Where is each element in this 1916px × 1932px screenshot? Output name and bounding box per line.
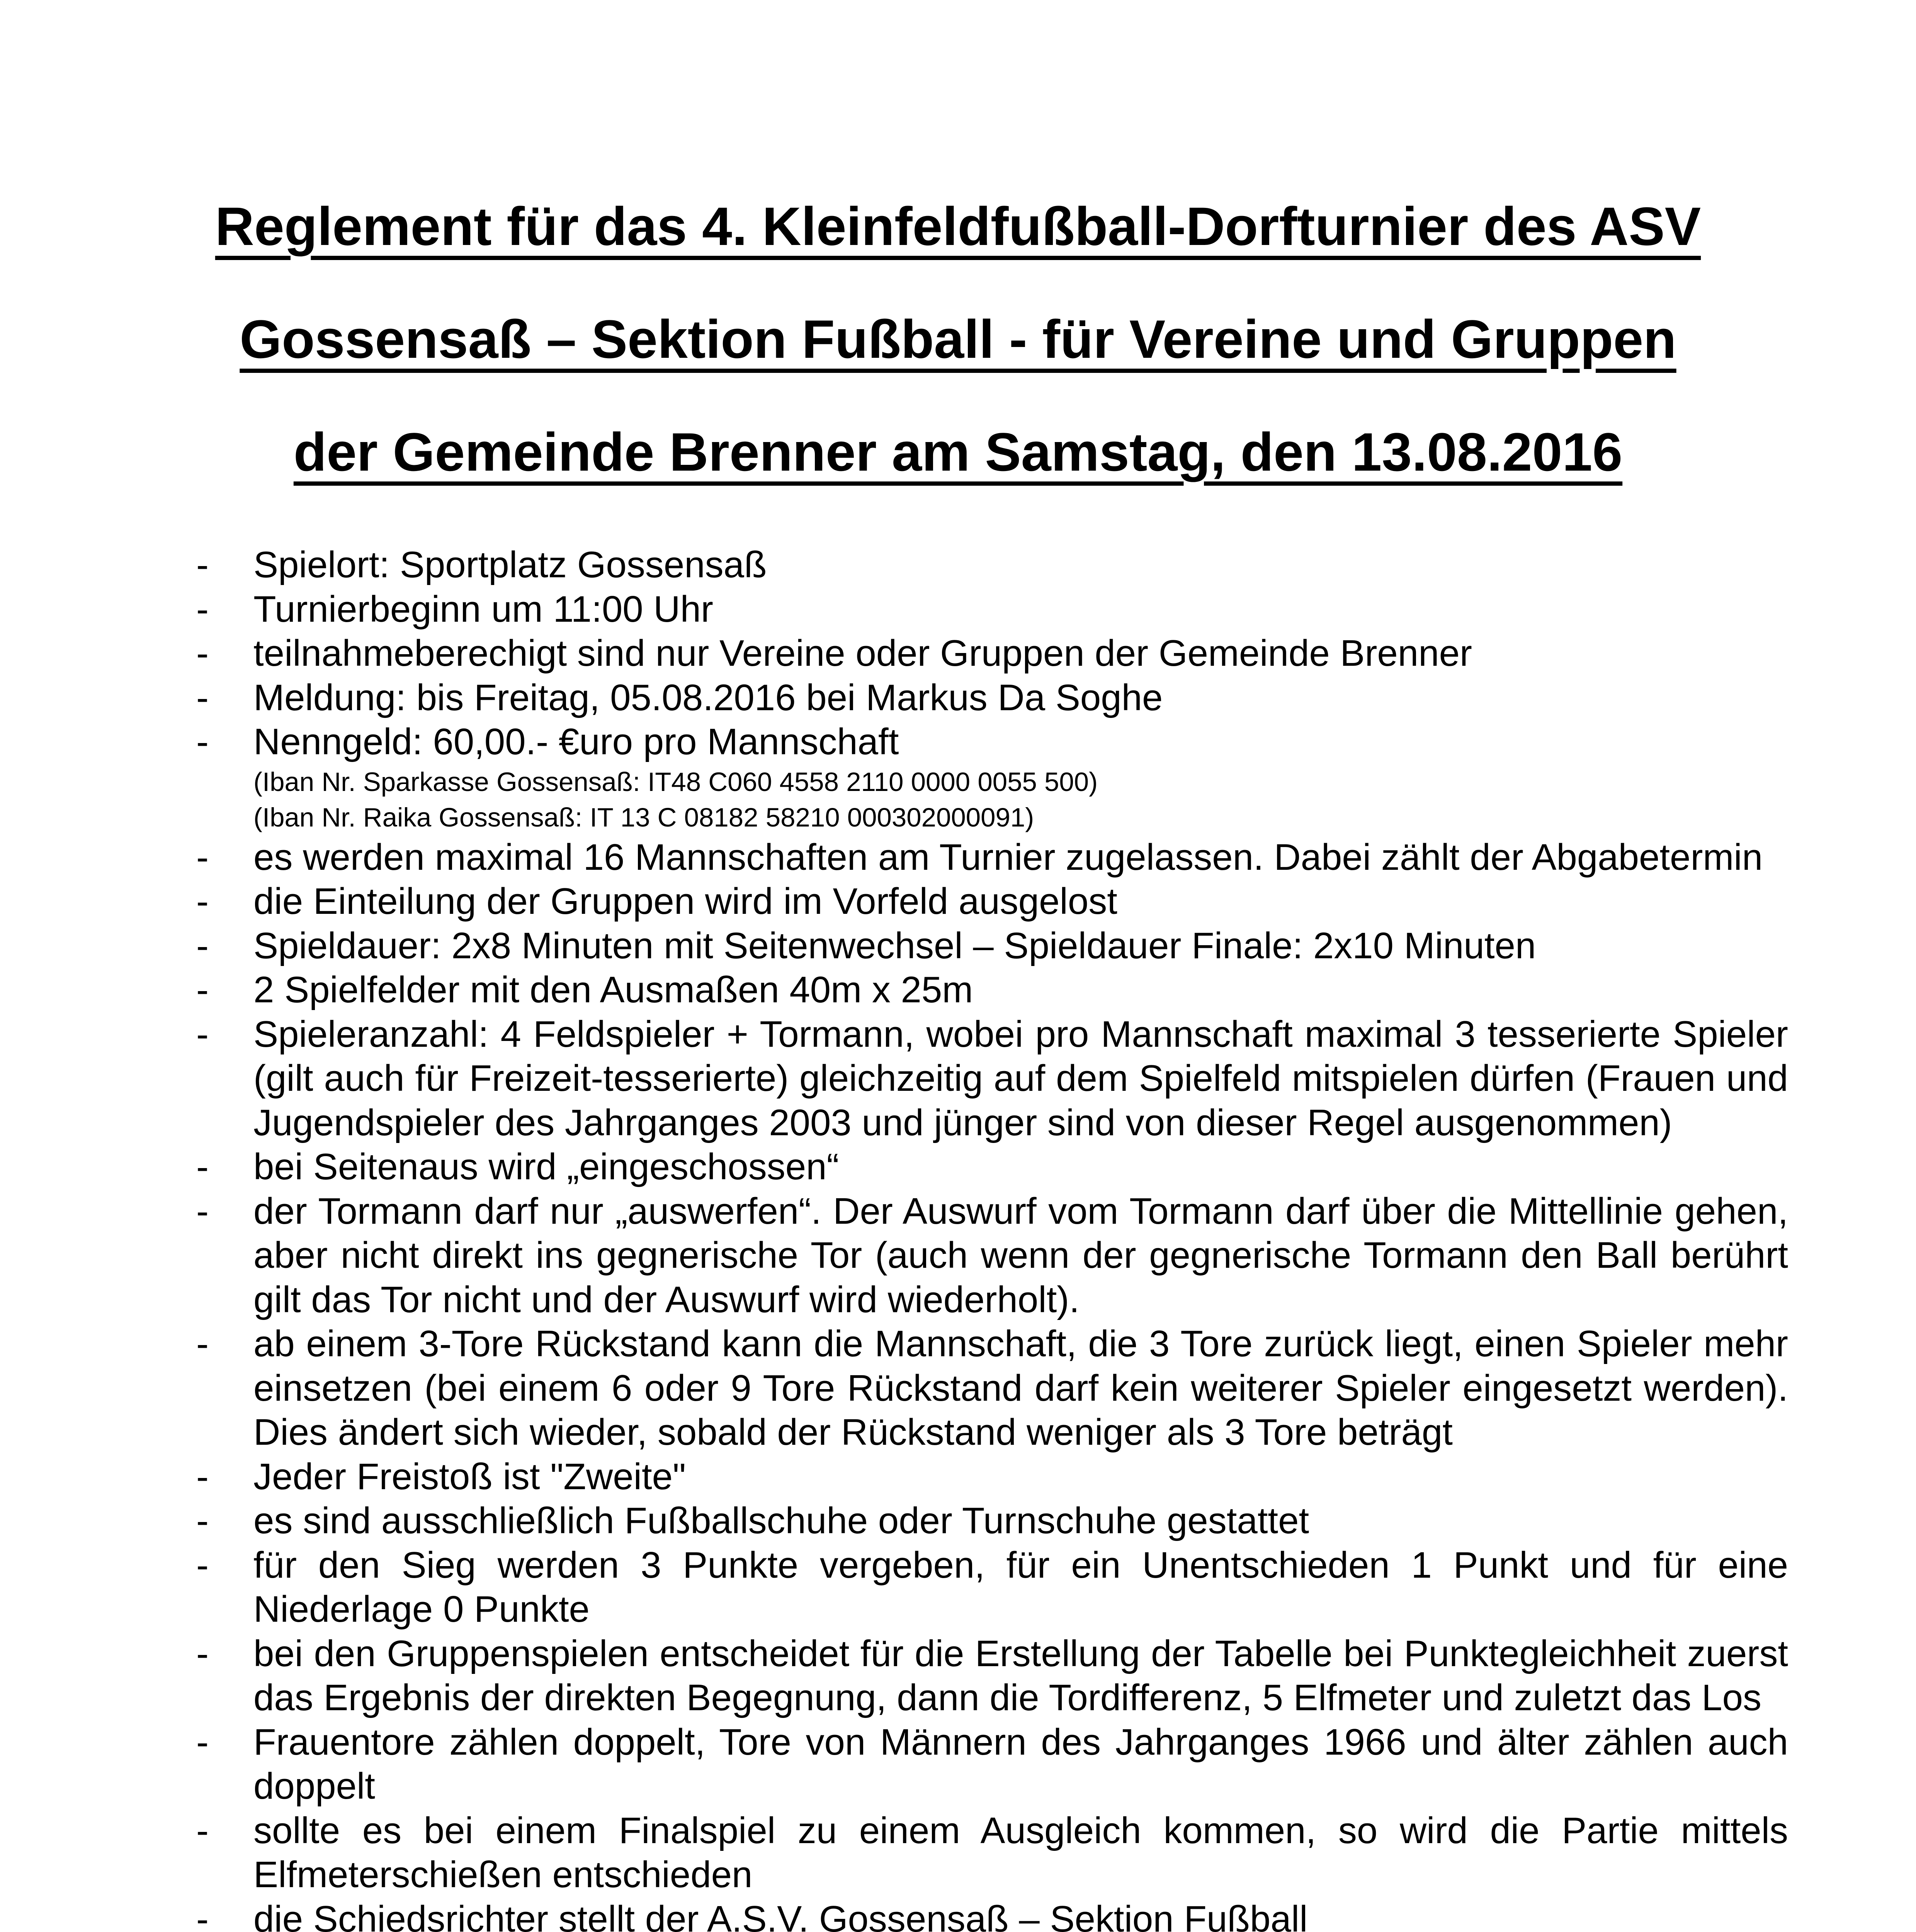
rule-item — [196, 1145, 1788, 1189]
iban-line-raika: (Iban Nr. Raika Gossensaß: IT 13 C 08182 58210 000302000091) — [253, 802, 1034, 832]
rule-text: teilnahmeberechigt sind nur Vereine oder Gruppen der Gemeinde Brenner — [253, 633, 1472, 674]
rule-item — [196, 1322, 1788, 1455]
rule-item — [196, 1720, 1788, 1809]
rule-item — [196, 543, 1788, 587]
rule-text: Frauentore zählen doppelt, Tore von Männern des Jahrganges 1966 und älter zählen auch doppelt — [253, 1721, 1788, 1807]
rule-item — [196, 587, 1788, 632]
rule-text: sollte es bei einem Finalspiel zu einem Ausgleich kommen, so wird die Partie mittels Elfmeterschießen entschieden — [253, 1810, 1788, 1895]
bullet-dash: - — [196, 1500, 209, 1541]
bullet-dash: - — [196, 677, 209, 718]
rule-text: 2 Spielfelder mit den Ausmaßen 40m x 25m — [253, 969, 973, 1010]
bullet-dash: - — [196, 1456, 209, 1497]
bullet-dash: - — [196, 1146, 209, 1187]
rule-item — [196, 676, 1788, 720]
rule-item — [196, 631, 1788, 676]
iban-line-sparkasse: (Iban Nr. Sparkasse Gossensaß: IT48 C060 4558 2110 0000 0055 500) — [253, 767, 1098, 797]
bullet-dash: - — [196, 1190, 209, 1232]
bullet-dash: - — [196, 925, 209, 966]
rule-text: Jeder Freistoß ist "Zweite" — [253, 1456, 686, 1497]
rule-text: die Schiedsrichter stellt der A.S.V. Gossensaß – Sektion Fußball — [253, 1898, 1308, 1932]
rule-item — [196, 1632, 1788, 1720]
bullet-dash: - — [196, 1810, 209, 1851]
rule-text: der Tormann darf nur „auswerfen“. Der Auswurf vom Tormann darf über die Mittellinie gehen, aber nicht direkt ins gegnerische Tor (auch wenn der gegnerische Tormann den Ball berührt gilt das Tor nicht und der Auswurf wird wiederholt). — [253, 1190, 1788, 1320]
bullet-dash: - — [196, 721, 209, 762]
bullet-dash: - — [196, 1898, 209, 1932]
rule-text: Nenngeld: 60,00.- €uro pro Mannschaft — [253, 721, 899, 762]
title-line-3: der Gemeinde Brenner am Samstag, den 13.08.2016 — [293, 422, 1623, 482]
rule-text: es sind ausschließlich Fußballschuhe oder Turnschuhe gestattet — [253, 1500, 1309, 1541]
rule-text: Spieldauer: 2x8 Minuten mit Seitenwechsel – Spieldauer Finale: 2x10 Minuten — [253, 925, 1536, 966]
rule-text: für den Sieg werden 3 Punkte vergeben, für ein Unentschieden 1 Punkt und für eine Niederlage 0 Punkte — [253, 1544, 1788, 1630]
rule-text: es werden maximal 16 Mannschaften am Turnier zugelassen. Dabei zählt der Abgabetermin — [253, 836, 1763, 878]
title-line-2: Gossensaß – Sektion Fußball - für Vereine und Gruppen — [240, 309, 1676, 369]
bullet-dash: - — [196, 1544, 209, 1586]
rule-item — [196, 1809, 1788, 1897]
rule-text: bei Seitenaus wird „eingeschossen“ — [253, 1146, 839, 1187]
rule-item — [196, 968, 1788, 1012]
bullet-dash: - — [196, 1633, 209, 1674]
bullet-dash: - — [196, 1013, 209, 1055]
bullet-dash: - — [196, 836, 209, 878]
bullet-dash: - — [196, 544, 209, 585]
bullet-dash: - — [196, 1323, 209, 1364]
rule-item — [196, 1543, 1788, 1632]
bullet-dash: - — [196, 588, 209, 630]
rule-text: die Einteilung der Gruppen wird im Vorfeld ausgelost — [253, 881, 1117, 922]
document-title — [116, 170, 1800, 509]
rule-item — [196, 1455, 1788, 1499]
rule-item — [196, 879, 1788, 924]
rule-text: ab einem 3-Tore Rückstand kann die Mannschaft, die 3 Tore zurück liegt, einen Spieler mehr einsetzen (bei einem 6 oder 9 Tore Rückstand darf kein weiterer Spieler eingesetzt werden). Dies ändert sich wieder, sobald der Rückstand weniger als 3 Tore beträgt — [253, 1323, 1788, 1453]
rule-item — [196, 1897, 1788, 1932]
title-line-1: Reglement für das 4. Kleinfeldfußball-Dorfturnier des ASV — [215, 196, 1701, 257]
rule-text: Spielort: Sportplatz Gossensaß — [253, 544, 767, 585]
rule-item — [196, 1189, 1788, 1322]
rule-item — [196, 720, 1788, 764]
rule-text: Meldung: bis Freitag, 05.08.2016 bei Markus Da Soghe — [253, 677, 1163, 718]
bullet-dash: - — [196, 969, 209, 1010]
bullet-dash: - — [196, 1721, 209, 1763]
rule-text: Spieleranzahl: 4 Feldspieler + Tormann, wobei pro Mannschaft maximal 3 tesserierte Spieler (gilt auch für Freizeit-tesserierte) gleichzeitig auf dem Spielfeld mitspielen dürfen (Frauen und Jugendspieler des Jahrganges 2003 und jünger sind von dieser Regel ausgenommen) — [253, 1013, 1788, 1143]
rule-item — [196, 1012, 1788, 1145]
rule-text: Turnierbeginn um 11:00 Uhr — [253, 588, 713, 630]
rule-text: bei den Gruppenspielen entscheidet für die Erstellung der Tabelle bei Punktegleichheit zuerst das Ergebnis der direkten Begegnung, dann die Tordifferenz, 5 Elfmeter und zuletzt das Los — [253, 1633, 1788, 1718]
rule-item — [196, 924, 1788, 968]
bullet-dash: - — [196, 633, 209, 674]
rule-item — [196, 1499, 1788, 1543]
rule-item — [196, 835, 1788, 880]
rules-list — [196, 543, 1788, 1932]
bullet-dash: - — [196, 881, 209, 922]
